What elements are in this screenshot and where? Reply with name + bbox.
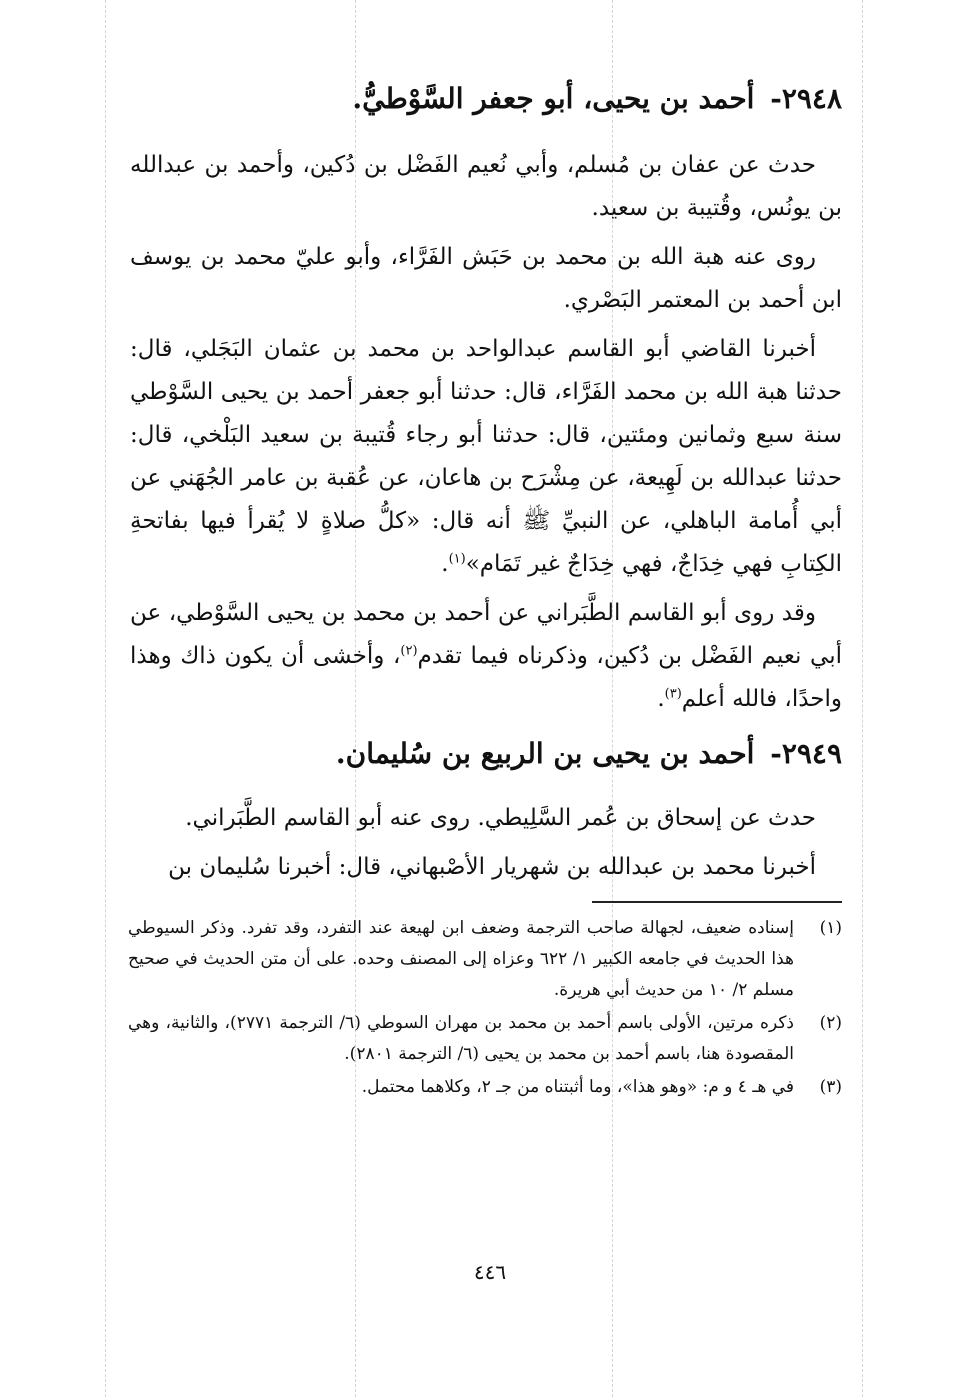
footnote-text: ذكره مرتين، الأولى باسم أحمد بن محمد بن مهران السوطي (٦/ الترجمة ٢٧٧١)، والثانية، وهي المقصودة هنا، باسم أحمد بن محمد بن يحيى (٦/ الترجمة ٢٨٠١). bbox=[128, 1013, 795, 1064]
footnote-ref-3: (٣) bbox=[664, 686, 682, 702]
footnote-1 bbox=[128, 913, 842, 1006]
footnote-number: (٢) bbox=[819, 1013, 842, 1033]
hadith-text: أخبرنا القاضي أبو القاسم عبدالواحد بن محمد بن عثمان البَجَلي، قال: حدثنا هبة الله بن محمد الفَرَّاء، قال: حدثنا أبو جعفر أحمد بن يحيى السَّوْطي سنة سبع وثمانين ومئتين، قال: حدثنا أبو رجاء قُتيبة بن سعيد البَلْخي، قال: حدثنا عبدالله بن لَهِيعة، عن مِشْرَح بن هاعان، عن عُقبة بن عامر الجُهَني عن أبي أُمامة الباهلي، عن النبيِّ ﷺ أنه قال: «كلُّ صلاةٍ لا يُقرأ فيها بفاتحةِ الكِتابِ فهي خِدَاجٌ، فهي خِدَاجٌ غير تَمَام» bbox=[130, 336, 842, 577]
footnote-ref-2: (٢) bbox=[400, 643, 418, 659]
footnote-2 bbox=[128, 1008, 842, 1070]
entry-body-2949 bbox=[130, 797, 842, 895]
paragraph-narrated-from: حدث عن عفان بن مُسلم، وأبي نُعيم الفَضْل بن دُكين، وأحمد بن عبدالله بن يونُس، وقُتيبة بن سعيد. bbox=[130, 152, 842, 221]
paragraph-narrated-by: روى عنه هبة الله بن محمد بن حَبَش الفَرَّاء، وأبو عليّ محمد بن يوسف ابن أحمد بن المعتمر البَصْري. bbox=[130, 244, 842, 313]
remark-text-b: ، وأخشى أن يكون ذاك وهذا واحدًا، فالله أعلم bbox=[130, 643, 842, 712]
footnote-separator bbox=[592, 901, 842, 903]
paragraph-narrated-from: حدث عن إسحاق بن عُمر السَّلِيطي. روى عنه أبو القاسم الطَّبَراني. bbox=[185, 805, 816, 831]
entry-heading-2948 bbox=[130, 82, 842, 115]
page-number: ٤٤٦ bbox=[473, 1260, 507, 1284]
footnote-text: في هـ ٤ و م: «وهو هذا»، وما أثبتناه من جـ ٢، وكلاهما محتمل. bbox=[361, 1077, 794, 1097]
entry-number: ٢٩٤٩- bbox=[770, 737, 842, 770]
paragraph-hadith-chain: أخبرنا القاضي أبو القاسم عبدالواحد بن محمد بن عثمان البَجَلي، قال: حدثنا هبة الله بن محمد الفَرَّاء، قال: حدثنا أبو جعفر أحمد بن يحيى السَّوْطي سنة سبع وثمانين ومئتين، قال: حدثنا أبو رجاء قُتيبة بن سعيد البَلْخي، قال: حدثنا عبدالله بن لَهِيعة، عن مِشْرَح بن هاعان، عن عُقبة بن عامر الجُهَني عن أبي أُمامة الباهلي، عن النبيِّ ﷺ أنه قال: «كلُّ صلاةٍ لا يُقرأ فيها بفاتحةِ الكِتابِ فهي خِدَاجٌ، فهي خِدَاجٌ غير تَمَام»$^{(١)}$. bbox=[130, 336, 842, 577]
remark-text-a: وقد روى أبو القاسم الطَّبَراني عن أحمد بن محمد بن يحيى السَّوْطي، عن أبي نعيم الفَضْل بن دُكين، وذكرناه فيما تقدم bbox=[130, 600, 843, 669]
footnote-text: إسناده ضعيف، لجهالة صاحب الترجمة وضعف ابن لهيعة عند التفرد، وقد تفرد. وذكر السيوطي هذا الحديث في جامعه الكبير ١/ ٦٢٢ وعزاه إلى المصنف وحده. على أن متن الحديث في صحيح مسلم ٢/ ١٠ من حديث أبي هريرة. bbox=[128, 918, 794, 1000]
entry-name: أحمد بن يحيى بن الربيع بن سُليمان. bbox=[335, 737, 755, 770]
footnote-number: (١) bbox=[819, 918, 842, 938]
footnote-3 bbox=[128, 1072, 842, 1103]
scan-guide-line bbox=[105, 0, 106, 1397]
entry-body-2948 bbox=[130, 144, 842, 727]
entry-name: أحمد بن يحيى، أبو جعفر السَّوْطيُّ. bbox=[352, 82, 755, 115]
paragraph-remark: وقد روى أبو القاسم الطَّبَراني عن أحمد بن محمد بن يحيى السَّوْطي، عن أبي نعيم الفَضْل بن دُكين، وذكرناه فيما تقدم$^{(٢)}$، وأخشى أن يكون ذاك وهذا واحدًا، فالله أعلم$^{(٣)}$. bbox=[130, 600, 843, 712]
scan-guide-line bbox=[862, 0, 863, 1397]
footnote-number: (٣) bbox=[819, 1077, 842, 1097]
footnotes bbox=[128, 913, 842, 1105]
paragraph-chain-start: أخبرنا محمد بن عبدالله بن شهريار الأصْبهاني، قال: أخبرنا سُليمان بن bbox=[168, 854, 816, 880]
entry-number: ٢٩٤٨- bbox=[770, 82, 842, 115]
footnote-ref-1: (١) bbox=[448, 551, 466, 567]
entry-heading-2949 bbox=[130, 737, 842, 770]
